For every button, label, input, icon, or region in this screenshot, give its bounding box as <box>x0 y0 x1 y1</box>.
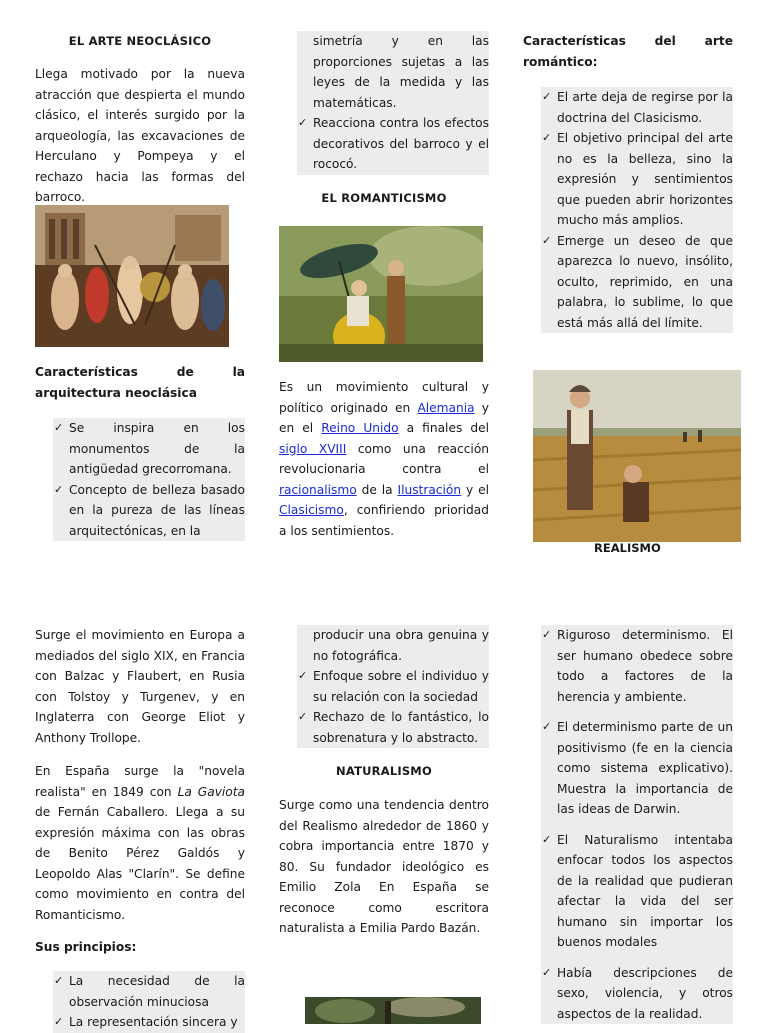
rom-t5: de la <box>356 482 398 497</box>
list-item: ✓ Había descripciones de sexo, violencia, y otros aspectos de la realidad. <box>541 963 733 1025</box>
realism-painting-gleaners <box>533 370 741 542</box>
architecture-heading: Características de la arquitectura neoclásica <box>35 365 245 400</box>
naturalism-title: NATURALISMO <box>336 764 432 778</box>
link-clasicismo[interactable]: Clasicismo <box>279 503 344 517</box>
list-item: ✓ La representación sincera y <box>53 1012 245 1033</box>
list-item: ✓ Emerge un deseo de que aparezca lo nuevo, insólito, oculto, reprimido, en una palabra, lo sublime, lo que está más allá del límite. <box>541 231 733 334</box>
link-reino-unido[interactable]: Reino Unido <box>321 421 399 435</box>
principles-heading: Sus principios: <box>35 940 137 954</box>
list-item-continued: producir una obra genuina y no fotográfica. <box>313 628 489 663</box>
rom-t3: a finales del <box>398 421 489 435</box>
link-ilustracion[interactable]: Ilustración <box>397 482 462 497</box>
neoclassical-intro: Llega motivado por la nueva atracción que despierta el mundo clásico, el interés surgido por la arqueología, las excavaciones de Herculano y Pompeya y el rechazo hacia las formas del barroco. <box>35 67 245 204</box>
list-spacer <box>541 820 733 830</box>
list-item: ✓ Concepto de belleza basado en la pureza de las líneas arquitectónicas, en la <box>53 480 245 542</box>
architecture-list <box>53 418 245 541</box>
list-item: ✓ El determinismo parte de un positivismo (fe en la ciencia como sistema explicativo). Muestra la importancia de las ideas de Darwin. <box>541 717 733 820</box>
list-item: ✓ Riguroso determinismo. El ser humano obedece sobre todo a factores de la herencia y ambiente. <box>541 625 733 707</box>
naturalism-painting <box>305 997 481 1024</box>
link-racionalismo[interactable]: racionalismo <box>279 482 357 497</box>
neoclassical-title: EL ARTE NEOCLÁSICO <box>68 34 212 48</box>
list-item-continued: simetría y en las proporciones sujetas a las leyes de la medida y las matemáticas. <box>313 34 489 110</box>
rom-t2: y en el <box>279 400 489 435</box>
principles-list <box>53 971 245 1033</box>
romantic-characteristics-list <box>541 87 733 333</box>
rom-t7: , confiriendo prioridad a los sentimientos. <box>279 503 489 538</box>
romanticism-title: EL ROMANTICISMO <box>321 191 447 205</box>
list-item: ✓ Rechazo de lo fantástico, lo sobrenatura y lo abstracto. <box>297 707 489 748</box>
link-alemania[interactable]: Alemania <box>417 400 475 415</box>
realism-continued-list <box>297 625 489 748</box>
rom-t4: como una reacción revolucionaria contra el <box>279 441 489 476</box>
rom-t1: Es un movimiento cultural y político originado en <box>279 380 489 415</box>
neoclassical-painting-sabines <box>35 205 229 347</box>
list-item: ✓ El Naturalismo intentaba enfocar todos los aspectos de la realidad que pudieran afectar la vida del ser humano sin importar los buenos modales <box>541 830 733 953</box>
list-item: ✓ El objetivo principal del arte no es la belleza, sino la expresión y sentimientos que pueden abrir horizontes mucho más amplios. <box>541 128 733 231</box>
list-item: ✓ Enfoque sobre el individuo y su relación con la sociedad <box>297 666 489 707</box>
romantic-characteristics-heading: Características del arte romántico: <box>523 34 733 69</box>
list-item: ✓ Reacciona contra los efectos decorativos del barroco y el rococó. <box>297 113 489 175</box>
neoclassical-continued-list <box>297 31 489 175</box>
rom-t6: y el <box>461 482 489 497</box>
realism-paragraph-2 <box>35 761 245 925</box>
realism-p2-b: de Fernán Caballero. Llega a su expresión máxima con las obras de Benito Pérez Galdós y Leopoldo Alas "Clarín". Se define como movimiento en contra del Romanticismo. <box>35 805 245 922</box>
link-siglo-xviii[interactable]: siglo XVIII <box>279 441 347 456</box>
naturalism-text: Surge como una tendencia dentro del Realismo alrededor de 1860 y cobra importancia entre 1870 y 80. Su fundador ideológico es Emilio Zola En España se reconoce como escritora naturalista a Emilia Pardo Bazán. <box>279 798 489 935</box>
list-item: ✓ La necesidad de la observación minuciosa <box>53 971 245 1012</box>
romanticism-text <box>279 377 489 541</box>
la-gaviota-title: La Gaviota <box>177 784 245 799</box>
naturalism-characteristics-list <box>541 625 733 1024</box>
list-item: ✓ El arte deja de regirse por la doctrina del Clasicismo. <box>541 87 733 128</box>
realism-p2-a: En España surge la "novela realista" en 1849 con <box>35 764 245 799</box>
list-spacer <box>541 953 733 963</box>
list-item: ✓ Se inspira en los monumentos de la antigüedad grecorromana. <box>53 418 245 480</box>
realism-caption: REALISMO <box>594 541 661 555</box>
list-spacer <box>541 707 733 717</box>
romantic-painting-parasol <box>279 226 483 362</box>
realism-paragraph-1: Surge el movimiento en Europa a mediados del siglo XIX, en Francia con Balzac y Flaubert, en Rusia con Tolstoy y Turgenev, y en Inglaterra con George Eliot y Anthony Trollope. <box>35 628 245 745</box>
